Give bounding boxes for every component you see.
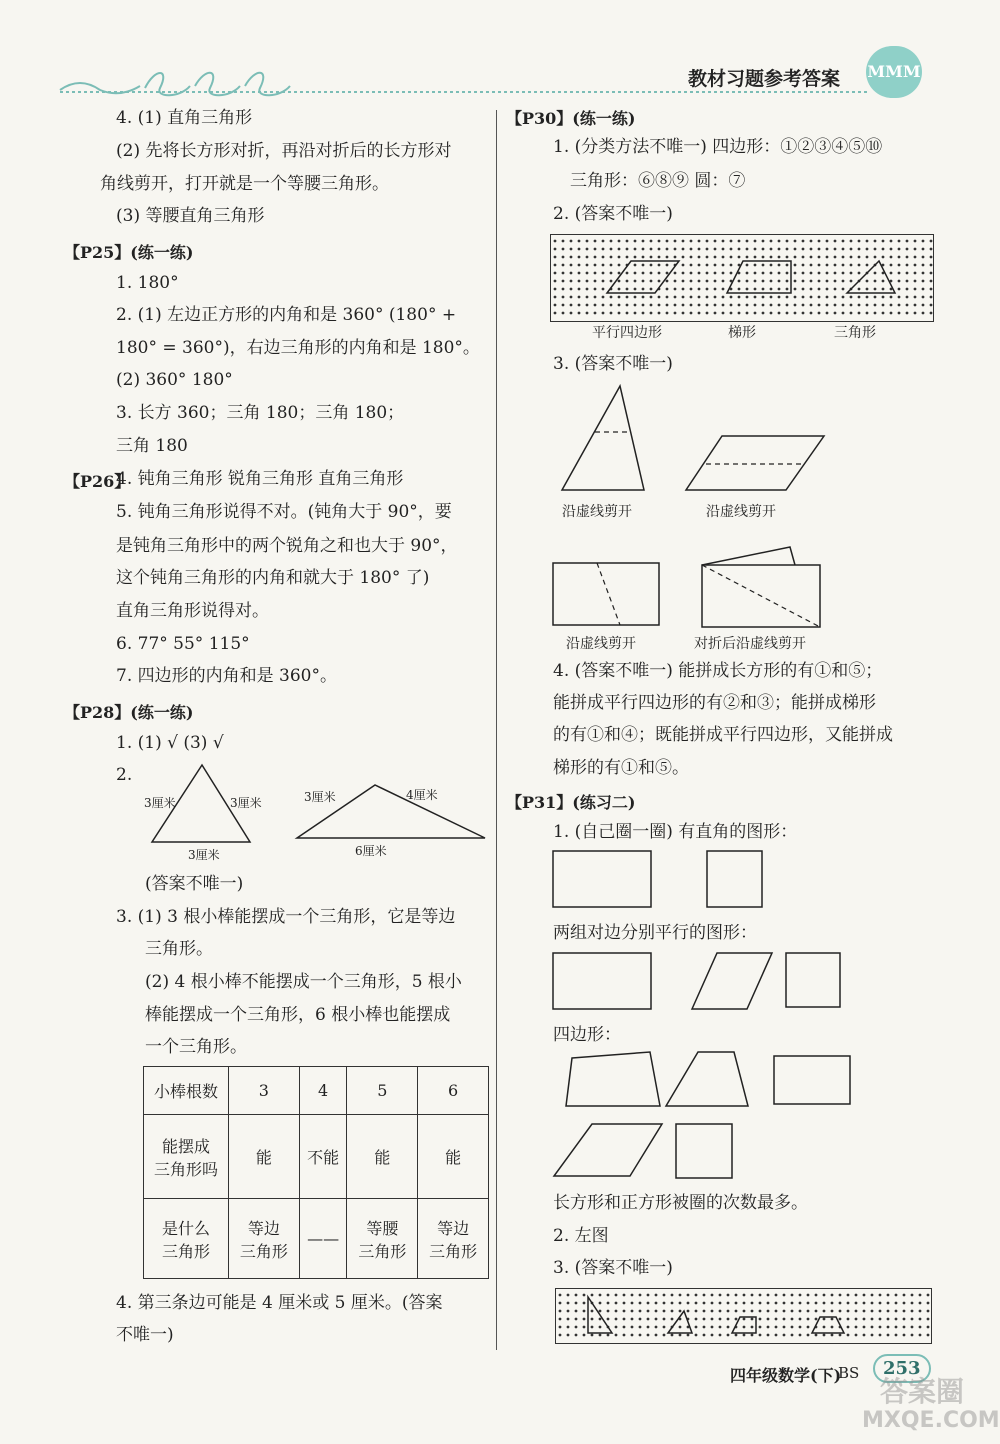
table-cell: 3 <box>229 1067 300 1115</box>
table-row <box>144 1199 489 1279</box>
p25-q2a: 2. (1) 左边正方形的内角和是 360° (180° + <box>116 305 457 325</box>
right-angle-shapes <box>552 850 772 910</box>
p30-q4c: 的有①和④；既能拼成平行四边形，又能拼成 <box>553 725 893 745</box>
parallel-shapes <box>552 952 842 1012</box>
p26-q5b: 是钝角三角形中的两个锐角之和也大于 90°， <box>116 536 458 556</box>
cell-line: 三角形 <box>429 1241 478 1261</box>
cell-line: 三角形 <box>239 1241 288 1261</box>
p30-q2: 2. (答案不唯一) <box>553 204 673 224</box>
cell-line: 三角形 <box>161 1241 210 1261</box>
table-cell: 6 <box>418 1067 489 1115</box>
p26-label: 【P26】 <box>64 472 131 491</box>
p28-label: 【P28】(练一练) <box>64 703 194 722</box>
p28-q2: 2. <box>116 765 133 785</box>
footer-edition: BS <box>838 1364 860 1382</box>
p28-q4b: 不唯一) <box>116 1325 174 1345</box>
dot-grid-shapes <box>551 235 933 321</box>
p31-q2: 2. 左图 <box>553 1226 609 1246</box>
table-row <box>144 1067 489 1115</box>
p25-q3b: 三角 180 <box>116 436 188 456</box>
cell-line: 是什么 <box>161 1218 210 1238</box>
p25-q2b: 180° = 360°)，右边三角形的内角和是 180°。 <box>116 338 480 358</box>
table-cell: 能 <box>347 1115 418 1199</box>
p30-q3: 3. (答案不唯一) <box>553 354 673 374</box>
p28-note: (答案不唯一) <box>145 874 244 894</box>
quadrilateral-shapes <box>552 1052 852 1182</box>
table-cell: 5 <box>347 1067 418 1115</box>
tri2-left-label: 3厘米 <box>304 790 336 804</box>
p30-label: 【P30】(练一练) <box>506 109 636 128</box>
p26-q7: 7. 四边形的内角和是 360°。 <box>116 666 337 686</box>
p28-q3e: 一个三角形。 <box>145 1037 247 1057</box>
p25-q3a: 3. 长方 360；三角 180；三角 180； <box>116 403 405 423</box>
p31-g3: 四边形： <box>553 1025 621 1045</box>
p30-q4a: 4. (答案不唯一) 能拼成长方形的有①和⑤； <box>553 661 883 681</box>
table-cell <box>229 1199 300 1279</box>
p28-q3a: 3. (1) 3 根小棒能摆成一个三角形，它是等边 <box>116 907 456 927</box>
p30-q4d: 梯形的有①和⑤。 <box>553 758 689 778</box>
cell-line: 能摆成 <box>161 1136 210 1156</box>
p28-q3b: 三角形。 <box>145 939 213 959</box>
dot-label-trapezoid: 梯形 <box>728 325 756 341</box>
q4-1: 4. (1) 直角三角形 <box>116 108 253 128</box>
header-logo <box>866 46 922 98</box>
cut-triangle <box>560 384 650 494</box>
tri2-bottom-label: 6厘米 <box>355 844 387 858</box>
cell-line: 等边 <box>437 1218 470 1238</box>
q4-2b: 角线剪开，打开就是一个等腰三角形。 <box>100 174 389 194</box>
p30-q1b: 三角形：⑥⑧⑨ 圆：⑦ <box>570 171 746 191</box>
table-cell <box>144 1199 229 1279</box>
p31-label: 【P31】(练习二) <box>506 793 636 812</box>
table-cell: —— <box>299 1199 347 1279</box>
cell-line: 等边 <box>247 1218 280 1238</box>
p26-q4: 4. 钝角三角形 锐角三角形 直角三角形 <box>116 469 404 489</box>
table-row <box>144 1115 489 1199</box>
table-cell: 能 <box>229 1115 300 1199</box>
p30-q4b: 能拼成平行四边形的有②和③；能拼成梯形 <box>553 693 876 713</box>
table-cell: 能 <box>418 1115 489 1199</box>
cut-label-4: 对折后沿虚线剪开 <box>694 636 806 652</box>
p26-q5d: 直角三角形说得对。 <box>116 601 269 621</box>
p26-q6: 6. 77° 55° 115° <box>116 634 250 654</box>
p28-q4a: 4. 第三条边可能是 4 厘米或 5 厘米。(答案 <box>116 1293 443 1313</box>
cut-label-3: 沿虚线剪开 <box>566 636 636 652</box>
sticks-table <box>143 1066 489 1279</box>
cut-rectangle <box>552 562 662 628</box>
cell-line: 三角形吗 <box>153 1159 218 1179</box>
dot-label-parallelogram: 平行四边形 <box>592 325 662 341</box>
watermark-text: 答案圈 <box>880 1375 965 1408</box>
cut-label-2: 沿虚线剪开 <box>706 504 776 520</box>
table-cell <box>347 1199 418 1279</box>
tri1-bottom-label: 3厘米 <box>188 848 220 862</box>
dot-label-triangle: 三角形 <box>834 325 876 341</box>
table-cell: 不能 <box>299 1115 347 1199</box>
watermark-url: MXQE.COM <box>862 1408 1000 1433</box>
tri1-left-label: 3厘米 <box>144 796 176 810</box>
p25-label: 【P25】(练一练) <box>64 243 194 262</box>
table-cell <box>418 1199 489 1279</box>
p26-q5a: 5. 钝角三角形说得不对。(钝角大于 90°，要 <box>116 502 452 522</box>
p31-q1: 1. (自己圈一圈) 有直角的图形： <box>553 822 798 842</box>
tri2-right-label: 4厘米 <box>406 788 438 802</box>
p28-q3d: 棒能摆成一个三角形，6 根小棒也能摆成 <box>145 1005 451 1025</box>
footer-book: 四年级数学(下) <box>730 1366 842 1385</box>
p25-q1: 1. 180° <box>116 273 179 293</box>
page-number: 253 <box>873 1354 931 1383</box>
column-divider <box>496 110 497 1350</box>
logo-icon: MMM <box>867 62 921 81</box>
p30-q1a: 1. (分类方法不唯一) 四边形：①②③④⑤⑩ <box>553 137 883 157</box>
cut-parallelogram <box>684 434 829 494</box>
p31-q3: 3. (答案不唯一) <box>553 1258 673 1278</box>
cut-label-1: 沿虚线剪开 <box>562 504 632 520</box>
p31-g2: 两组对边分别平行的图形： <box>553 923 757 943</box>
q4-3: (3) 等腰直角三角形 <box>116 206 265 226</box>
table-cell: 小棒根数 <box>144 1067 229 1115</box>
q4-2a: (2) 先将长方形对折，再沿对折后的长方形对 <box>116 141 452 161</box>
cell-line: 等腰 <box>366 1218 399 1238</box>
header-title: 教材习题参考答案 <box>688 68 841 90</box>
p28-q3c: (2) 4 根小棒不能摆成一个三角形，5 根小 <box>145 972 462 992</box>
table-cell <box>144 1115 229 1199</box>
p31-conc: 长方形和正方形被圈的次数最多。 <box>553 1193 808 1213</box>
p25-q2c: (2) 360° 180° <box>116 370 233 390</box>
dot-grid-2-shapes <box>556 1289 931 1343</box>
p28-q1: 1. (1) √ (3) √ <box>116 733 224 753</box>
p26-q5c: 这个钝角三角形的内角和就大于 180° 了) <box>116 568 430 588</box>
cell-line: 三角形 <box>358 1241 407 1261</box>
tri1-right-label: 3厘米 <box>230 796 262 810</box>
table-cell: 4 <box>299 1067 347 1115</box>
cut-folded-rectangle <box>700 545 825 630</box>
